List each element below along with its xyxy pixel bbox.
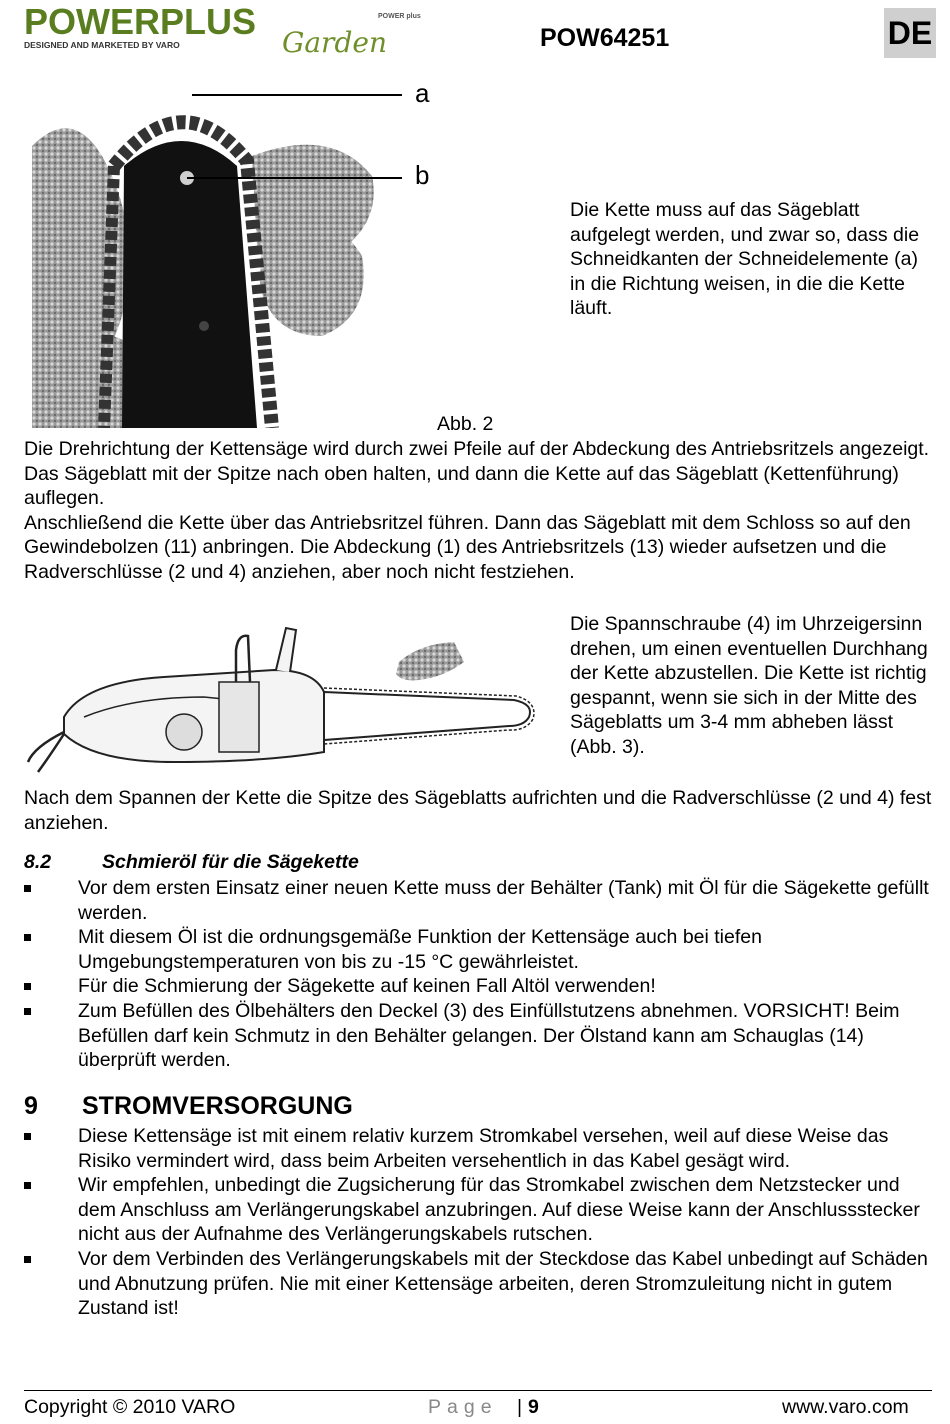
list-item: Diese Kettensäge ist mit einem relativ kurzem Stromkabel versehen, weil auf diese Weise das Risiko vermindert wird, dass beim Arbeiten versehentlich in das Kabel gesägt wird. [24,1124,929,1173]
language-badge: DE [884,8,936,58]
section-number: 9 [24,1092,38,1120]
footer-separator: | [517,1396,523,1418]
gloved-hand [396,642,464,680]
bullet-icon [24,934,31,941]
figure-2-caption: Abb. 2 [437,413,494,435]
list-item: Für die Schmierung der Sägekette auf keinen Fall Altöl verwenden! [24,974,929,999]
intro-paragraph: Die Kette muss auf das Sägeblatt aufgelegt werden, und zwar so, dass die Schneidkanten der Schneidelemente (a) in die Richtung weisen, in die die Kette läuft. [570,199,920,320]
list-item: Mit diesem Öl ist die ordnungsgemäße Funktion der Kettensäge auch bei tiefen Umgebungstemperaturen von bis zu -15 °C gewährleistet. [24,925,929,974]
list-item: Vor dem Verbinden des Verlängerungskabels mit der Steckdose das Kabel unbedingt auf Schäden und Abnutzung prüfen. Nie mit einer Kettensäge arbeiten, deren Stromzuleitung nicht in gutem Zustand ist! [24,1247,929,1321]
list-item: Zum Befüllen des Ölbehälters den Deckel (3) des Einfüllstutzens abnehmen. VORSICHT! Beim Befüllen darf kein Schmutz in den Behälter gelangen. Der Ölstand kann am Schauglas (14) überprüft werden. [24,999,929,1073]
footer-website: www.varo.com [782,1396,909,1418]
figure-chainsaw-tension [24,622,540,786]
after-tension-paragraph: Nach dem Spannen der Kette die Spitze des Sägeblatts aufrichten und die Radverschlüsse (2 und 4) fest anziehen. [24,787,932,834]
bullet-icon [24,1133,31,1140]
figure-chain-on-bar [32,86,444,428]
callout-label-b: b [415,160,430,190]
body-text [24,437,934,585]
section-title: Schmieröl für die Sägekette [102,851,359,873]
footer-page-number: 9 [528,1396,539,1418]
logo-badge: POWER plus [378,13,421,20]
list-item: Wir empfehlen, unbedingt die Zugsicherung für das Stromkabel zwischen dem Netzstecker und dem Anschluss am Verlängerungskabel anzubringen. Auf diese Weise kann der Anschlussstecker nicht aus der Aufnahme des Verlängerungskabels rutschen. [24,1173,929,1247]
paragraph: Anschließend die Kette über das Antriebsritzel führen. Dann das Sägeblatt mit dem Schloss so auf den Gewindebolzen (11) anbringen. Die Abdeckung (1) des Antriebsritzels (13) wieder aufsetzen und die Radverschlüsse (2 und 4) anziehen, aber noch nicht festziehen. [24,511,911,583]
paragraph: Das Sägeblatt mit der Spitze nach oben halten, und dann die Kette auf das Sägeblatt (Kettenführung) auflegen. [24,462,899,510]
logo-script: Garden [282,26,387,56]
section-9-bullets [24,1124,929,1321]
bullet-icon [24,983,31,990]
tension-paragraph: Die Spannschraube (4) im Uhrzeigersinn drehen, um einen eventuellen Durchhang der Kette abzustellen. Die Kette ist richtig gespannt, wenn sie sich in der Mitte des Sägeblatts um 3-4 mm abheben lässt (Abb. 3). [570,613,928,758]
section-8-2-bullets [24,876,929,1073]
bullet-icon [24,1182,31,1189]
document-code: POW64251 [540,24,670,52]
powerplus-garden-logo [24,4,424,56]
footer-copyright: Copyright © 2010 VARO [24,1396,236,1418]
footer-page-label: Page [428,1396,498,1418]
saw-body [64,670,324,762]
callout-label-a: a [415,86,430,108]
section-title: STROMVERSORGUNG [82,1092,353,1120]
section-9-heading [24,1092,353,1121]
logo-main-text: POWERPLUS [24,4,257,42]
bullet-icon [24,1256,31,1263]
bullet-icon [24,885,31,892]
section-number: 8.2 [24,851,52,873]
saw-bar [324,692,530,740]
footer-divider [24,1390,932,1391]
bullet-icon [24,1008,31,1015]
logo-tagline: DESIGNED AND MARKETED BY VARO [24,40,180,50]
list-item: Vor dem ersten Einsatz einer neuen Kette muss der Behälter (Tank) mit Öl für die Sägekette gefüllt werden. [24,876,929,925]
paragraph: Die Drehrichtung der Kettensäge wird durch zwei Pfeile auf der Abdeckung des Antriebsritzels angezeigt. [24,438,930,460]
section-8-2-heading [24,851,359,874]
